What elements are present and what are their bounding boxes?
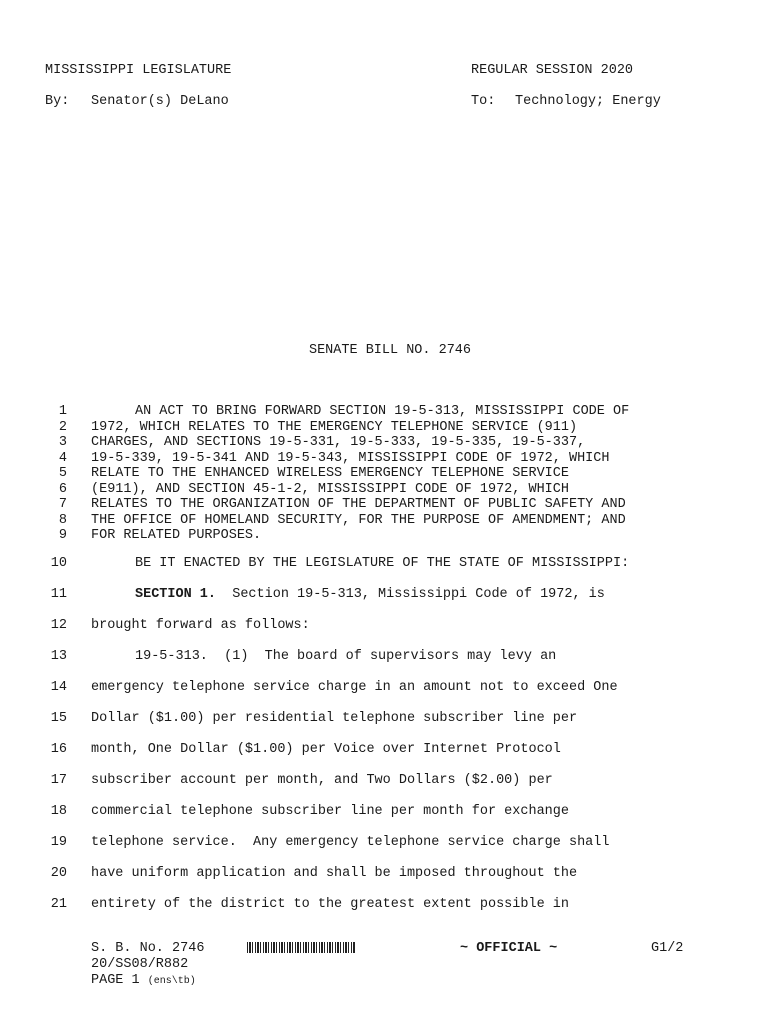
line-number: 17	[50, 773, 67, 788]
title-line: CHARGES, AND SECTIONS 19-5-331, 19-5-333, 19-5-335, 19-5-337,	[91, 435, 586, 450]
line-number: 12	[50, 618, 67, 633]
line-number: 8	[58, 513, 67, 528]
line-number: 7	[58, 497, 67, 512]
committee-name: Technology; Energy	[515, 94, 661, 109]
legislature-name: MISSISSIPPI LEGISLATURE	[45, 63, 232, 78]
line-number: 21	[50, 897, 67, 912]
body-line: Dollar ($1.00) per residential telephone subscriber line per	[91, 711, 578, 726]
title-line: (E911), AND SECTION 45-1-2, MISSISSIPPI CODE OF 1972, WHICH	[91, 482, 569, 497]
page-code: G1/2	[651, 941, 684, 956]
body-line: Section 19-5-313, Mississippi Code of 1972, is	[216, 587, 605, 602]
title-line: 19-5-339, 19-5-341 AND 19-5-343, MISSISSIPPI CODE OF 1972, WHICH	[91, 451, 610, 466]
line-number: 16	[50, 742, 67, 757]
line-number: 1	[58, 404, 67, 419]
line-number: 19	[50, 835, 67, 850]
line-number: 18	[50, 804, 67, 819]
line-number: 13	[50, 649, 67, 664]
line-number: 11	[50, 587, 67, 602]
line-number: 9	[58, 528, 67, 543]
sponsor-label: By:	[45, 94, 70, 109]
body-line: emergency telephone service charge in an amount not to exceed One	[91, 680, 618, 695]
line-number: 10	[50, 556, 67, 571]
body-line: entirety of the district to the greatest extent possible in	[91, 897, 569, 912]
title-line: THE OFFICE OF HOMELAND SECURITY, FOR THE PURPOSE OF AMENDMENT; AND	[91, 513, 626, 528]
body-line: subscriber account per month, and Two Dollars ($2.00) per	[91, 773, 553, 788]
page-label: PAGE 1	[91, 973, 140, 988]
title-line: RELATES TO THE ORGANIZATION OF THE DEPARTMENT OF PUBLIC SAFETY AND	[91, 497, 626, 512]
enacting-clause: BE IT ENACTED BY THE LEGISLATURE OF THE STATE OF MISSISSIPPI:	[135, 556, 630, 571]
body-line: commercial telephone subscriber line per month for exchange	[91, 804, 569, 819]
sponsor-name: Senator(s) DeLano	[91, 94, 229, 109]
line-number: 4	[58, 451, 67, 466]
title-line: AN ACT TO BRING FORWARD SECTION 19-5-313, MISSISSIPPI CODE OF	[135, 404, 630, 419]
body-line: 19-5-313. (1) The board of supervisors may levy an	[135, 649, 557, 664]
line-number: 20	[50, 866, 67, 881]
bill-title: SENATE BILL NO. 2746	[308, 343, 472, 358]
barcode-image	[247, 942, 355, 953]
draft-code: 20/SS08/R882	[91, 957, 189, 972]
line-number: 2	[58, 420, 67, 435]
title-line: RELATE TO THE ENHANCED WIRELESS EMERGENCY TELEPHONE SERVICE	[91, 466, 569, 481]
line-number: 15	[50, 711, 67, 726]
title-line: FOR RELATED PURPOSES.	[91, 528, 262, 543]
page-number-line	[91, 973, 196, 990]
typist-initials: (ens\tb)	[147, 976, 196, 987]
line-number: 5	[58, 466, 67, 481]
committee-label: To:	[471, 94, 496, 109]
section-heading: SECTION 1.	[135, 587, 217, 602]
session-label: REGULAR SESSION 2020	[471, 63, 634, 78]
section-heading-line	[91, 587, 605, 603]
body-line: have uniform application and shall be imposed throughout the	[91, 866, 578, 881]
body-line: brought forward as follows:	[91, 618, 310, 633]
line-number: 3	[58, 435, 67, 450]
title-line: 1972, WHICH RELATES TO THE EMERGENCY TELEPHONE SERVICE (911)	[91, 420, 578, 435]
line-number: 14	[50, 680, 67, 695]
body-line: telephone service. Any emergency telephone service charge shall	[91, 835, 610, 850]
body-line: month, One Dollar ($1.00) per Voice over Internet Protocol	[91, 742, 561, 757]
line-number: 6	[58, 482, 67, 497]
footer-bill-ref: S. B. No. 2746	[91, 941, 205, 956]
official-label: ~ OFFICIAL ~	[460, 941, 558, 956]
